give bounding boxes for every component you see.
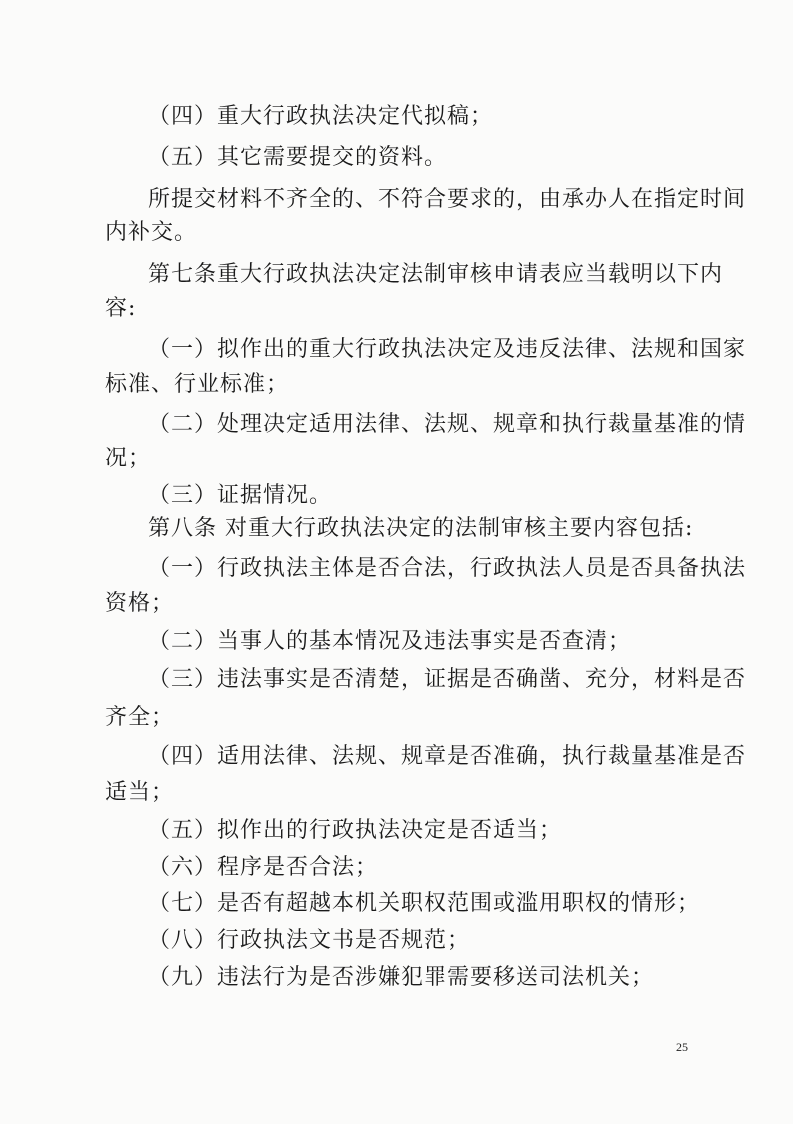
text-line: （五）其它需要提交的资料。 [148,145,448,170]
text-line: 第八条 对重大行政执法决定的法制审核主要内容包括: [148,516,694,541]
text-line: （五）拟作出的行政执法决定是否适当； [148,818,563,843]
text-line: 资格； [105,591,175,616]
text-line: （八）行政执法文书是否规范； [148,928,471,953]
text-line: （三）证据情况。 [148,483,333,508]
text-line: 内补交。 [105,220,198,245]
text-line: （三）违法事实是否清楚，证据是否确凿、充分，材料是否 [148,667,747,692]
text-line: （二）当事人的基本情况及违法事实是否查清； [148,629,632,654]
text-line: 适当； [105,780,175,805]
text-line: 第七条重大行政执法决定法制审核申请表应当载明以下内 [148,262,724,287]
text-line: （一）行政执法主体是否合法，行政执法人员是否具备执法 [148,556,747,581]
page-number: 25 [676,1040,688,1054]
text-line: 标准、行业标准； [105,372,290,397]
text-line: （九）违法行为是否涉嫌犯罪需要移送司法机关； [148,965,655,990]
text-line: 齐全； [105,705,175,730]
text-line: （一）拟作出的重大行政执法决定及违反法律、法规和国家 [148,337,747,362]
text-line: 容: [105,296,137,321]
text-line: 所提交材料不齐全的、不符合要求的，由承办人在指定时间 [148,187,747,212]
text-line: （四）适用法律、法规、规章是否准确，执行裁量基准是否 [148,744,747,769]
text-line: 况； [105,446,152,471]
text-line: （六）程序是否合法； [148,855,379,880]
text-line: （四）重大行政执法决定代拟稿； [148,104,494,129]
text-line: （七）是否有超越本机关职权范围或滥用职权的情形； [148,891,701,916]
text-line: （二）处理决定适用法律、法规、规章和执行裁量基准的情 [148,412,747,437]
